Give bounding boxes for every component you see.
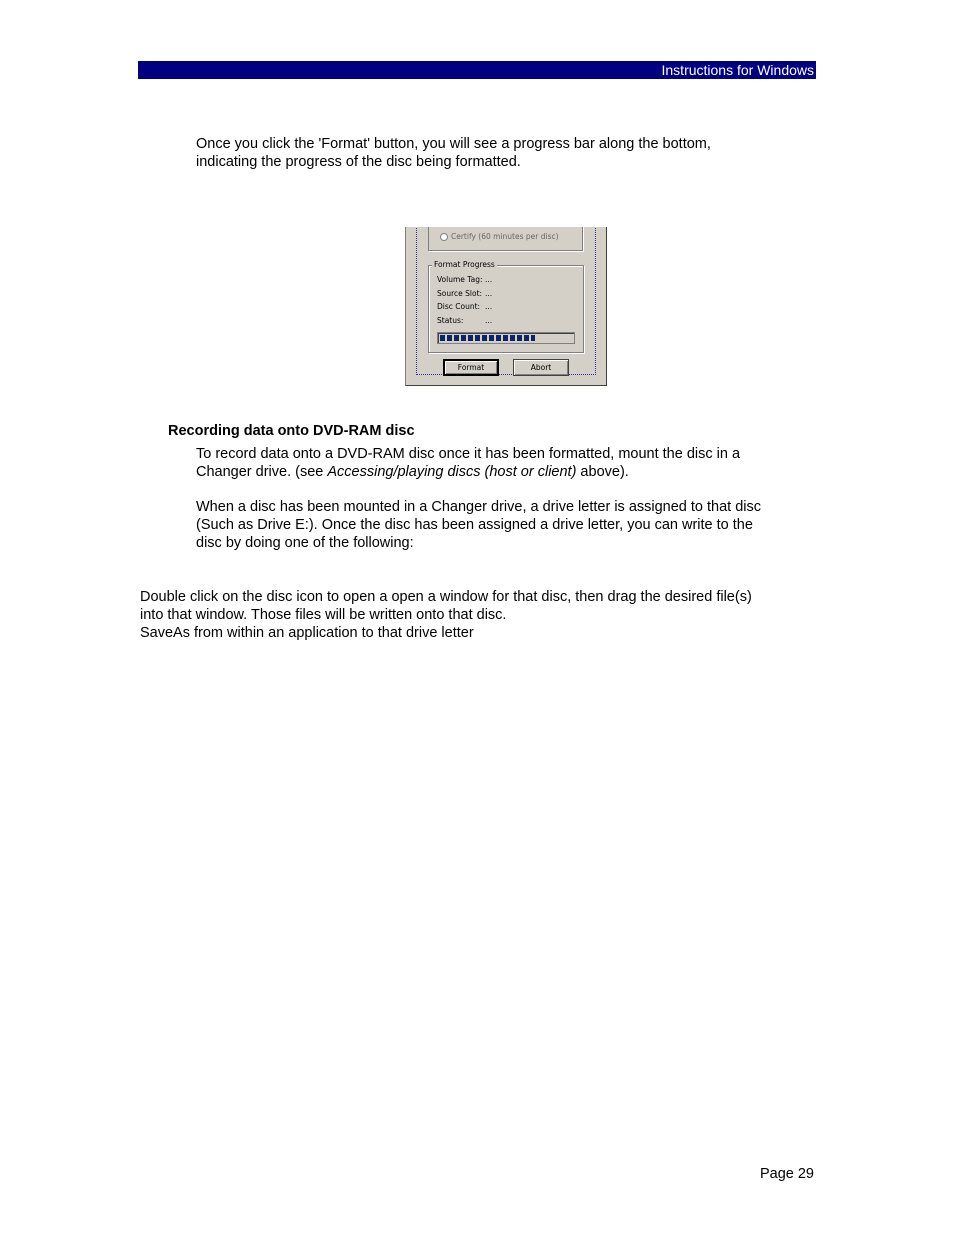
abort-button[interactable]: Abort — [513, 359, 569, 376]
drive-line-3: disc by doing one of the following: — [196, 535, 414, 551]
option-line-1: Double click on the disc icon to open a open a window for that disc, then drag the desired file(s) — [140, 589, 752, 605]
intro-line-1: Once you click the 'Format' button, you will see a progress bar along the bottom, — [196, 136, 711, 152]
volume-tag-value: ... — [485, 275, 493, 284]
format-progress-bar — [437, 332, 575, 344]
drive-line-2: (Such as Drive E:). Once the disc has been assigned a drive letter, you can write to the — [196, 517, 753, 533]
intro-paragraph — [196, 135, 711, 171]
format-dialog-screenshot — [405, 227, 607, 386]
record-line-2-start: Changer drive. (see — [196, 464, 328, 480]
certify-label: Certify (60 minutes per disc) — [451, 232, 559, 241]
drive-line-1: When a disc has been mounted in a Changer drive, a drive letter is assigned to that disc — [196, 499, 762, 515]
page-number: Page 29 — [759, 1166, 814, 1182]
options-paragraph — [140, 588, 752, 642]
record-line-2-end: above). — [576, 464, 629, 480]
header-bar — [138, 61, 816, 79]
source-slot-label: Source Slot: — [437, 289, 483, 298]
certify-radio[interactable] — [440, 233, 448, 241]
header-title: Instructions for Windows — [661, 62, 814, 78]
status-value: ... — [485, 316, 493, 325]
format-progress-title: Format Progress — [434, 260, 495, 269]
record-line-1: To record data onto a DVD-RAM disc once it has been formatted, mount the disc in a — [196, 446, 741, 462]
intro-line-2: indicating the progress of the disc being formatted. — [196, 154, 521, 170]
section-heading: Recording data onto DVD-RAM disc — [168, 423, 415, 439]
format-button[interactable]: Format — [443, 359, 499, 376]
source-slot-value: ... — [485, 289, 493, 298]
volume-tag-label: Volume Tag: — [437, 275, 483, 284]
status-label: Status: — [437, 316, 464, 325]
option-line-2: into that window. Those files will be written onto that disc. — [140, 607, 507, 623]
drive-letter-paragraph — [196, 498, 761, 552]
record-line-2-reference: Accessing/playing discs (host or client) — [327, 464, 577, 480]
format-progress-fill — [440, 335, 535, 341]
disc-count-value: ... — [485, 302, 493, 311]
record-paragraph — [196, 445, 740, 481]
disc-count-label: Disc Count: — [437, 302, 481, 311]
option-line-3: SaveAs from within an application to that drive letter — [140, 625, 474, 641]
